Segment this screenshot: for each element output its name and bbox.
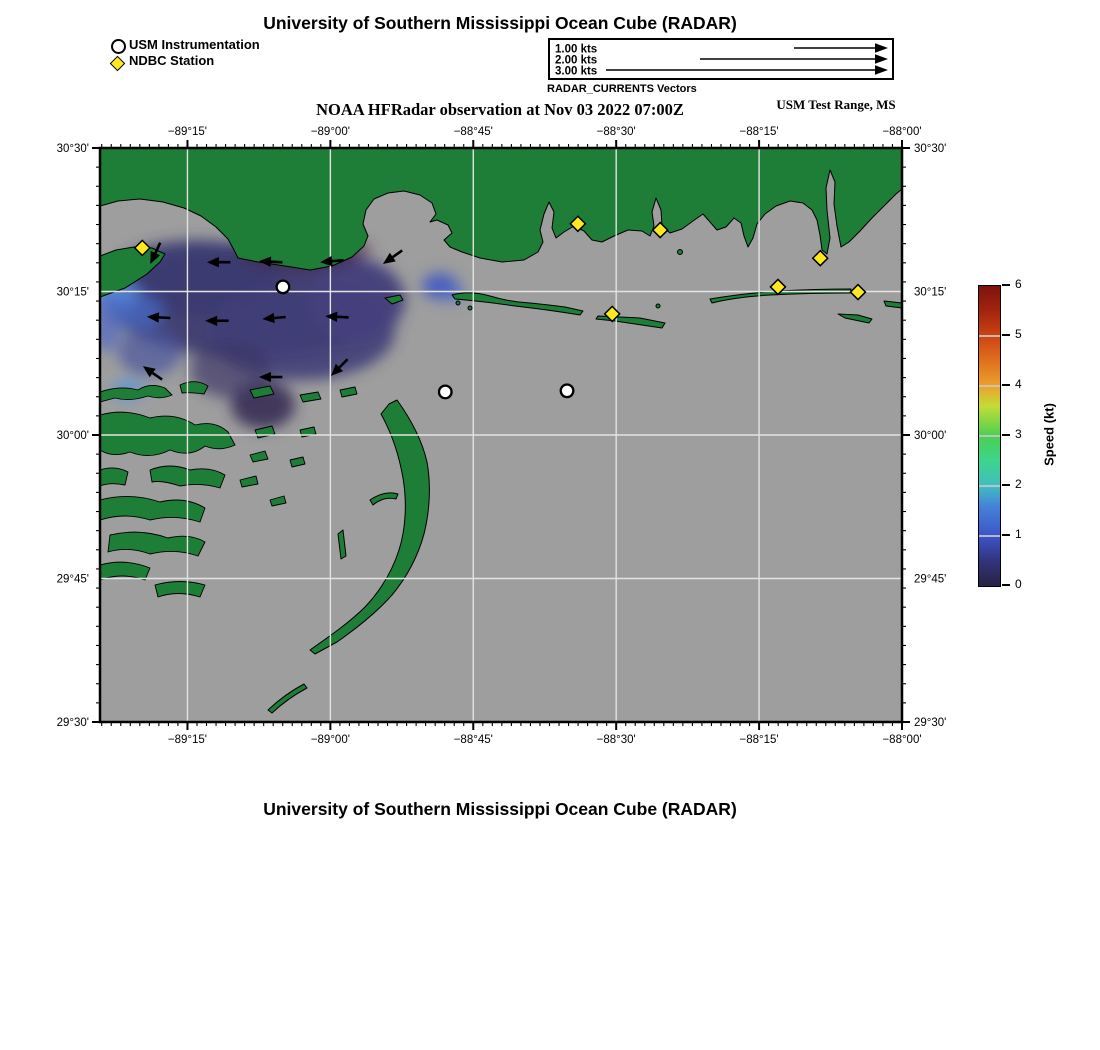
x-axis-label-bottom: −89°15' [167, 734, 208, 746]
y-axis-label-left: 30°00' [56, 430, 89, 442]
y-axis-label-right: 30°15' [914, 286, 947, 299]
vector-scale-label: 3.00 kts [555, 65, 598, 78]
x-axis-label-top: −89°00' [310, 126, 350, 138]
colorbar-level-line [979, 535, 1000, 536]
vector-scale-label: 2.00 kts [555, 54, 598, 67]
islet [468, 306, 472, 310]
colorbar-tick [1002, 284, 1010, 286]
islet [678, 250, 683, 255]
observation-title: NOAA HFRadar observation at Nov 03 2022 07:00Z [316, 100, 684, 119]
colorbar-tick [1002, 434, 1010, 436]
vector-scale-caption: RADAR_CURRENTS Vectors [547, 83, 697, 95]
current-vector-shaft [159, 317, 170, 318]
x-axis-label-top: −88°30' [596, 126, 636, 138]
colorbar [978, 285, 1001, 587]
usm-instrument-marker [277, 281, 290, 294]
y-axis-label-right: 30°30' [914, 143, 947, 155]
x-axis-label-bottom: −88°30' [596, 734, 636, 746]
colorbar-tick-label: 3 [1015, 427, 1022, 441]
speed-blob [112, 294, 164, 330]
x-axis-label-bottom: −88°15' [739, 734, 779, 746]
vector-scale-label: 1.00 kts [555, 43, 598, 56]
legend-item-ndbc-label: NDBC Station [129, 53, 215, 68]
colorbar-tick-label: 4 [1015, 377, 1022, 391]
footer-title: University of Southern Mississippi Ocean Cube (RADAR) [263, 799, 737, 819]
islet [456, 301, 460, 305]
x-axis-label-top: −88°45' [453, 126, 493, 138]
y-axis-label-right: 29°30' [914, 717, 947, 729]
colorbar-level-line [979, 435, 1000, 436]
current-vector-shaft [274, 317, 285, 318]
colorbar-level-line [979, 335, 1000, 336]
page-title: University of Southern Mississippi Ocean Cube (RADAR) [263, 13, 737, 33]
x-axis-label-top: −89°15' [167, 126, 208, 138]
y-axis-label-left: 30°15' [56, 286, 89, 299]
colorbar-tick [1002, 384, 1010, 386]
x-axis-label-bottom: −88°00' [882, 734, 922, 746]
current-vector-shaft [271, 262, 282, 263]
y-axis-label-left: 30°30' [56, 143, 89, 155]
colorbar-tick [1002, 534, 1010, 536]
colorbar-tick-label: 2 [1015, 477, 1022, 491]
colorbar-tick [1002, 484, 1010, 486]
x-axis-label-bottom: −89°00' [310, 734, 350, 746]
region-label: USM Test Range, MS [776, 97, 896, 112]
colorbar-tick-label: 5 [1015, 327, 1022, 341]
y-axis-label-left: 29°45' [56, 573, 89, 586]
colorbar-title: Speed (kt) [1041, 403, 1057, 466]
colorbar-tick [1002, 334, 1010, 336]
current-vector-shaft [337, 317, 348, 318]
usm-instrument-marker [439, 386, 452, 399]
usm-instrument-marker [561, 385, 574, 398]
colorbar-tick [1002, 584, 1010, 586]
colorbar-tick-label: 1 [1015, 527, 1022, 541]
y-axis-label-right: 30°00' [914, 430, 947, 442]
x-axis-label-top: −88°15' [739, 126, 779, 138]
islet [656, 304, 660, 308]
x-axis-label-bottom: −88°45' [453, 734, 493, 746]
colorbar-level-line [979, 485, 1000, 486]
legend-item-usm-label: USM Instrumentation [129, 37, 260, 52]
x-axis-label-top: −88°00' [882, 126, 922, 138]
y-axis-label-left: 29°30' [56, 717, 89, 729]
y-axis-label-right: 29°45' [914, 573, 947, 586]
colorbar-tick-label: 6 [1015, 277, 1022, 291]
current-vector-shaft [332, 260, 343, 261]
colorbar-tick-label: 0 [1015, 577, 1022, 591]
colorbar-level-line [979, 385, 1000, 386]
